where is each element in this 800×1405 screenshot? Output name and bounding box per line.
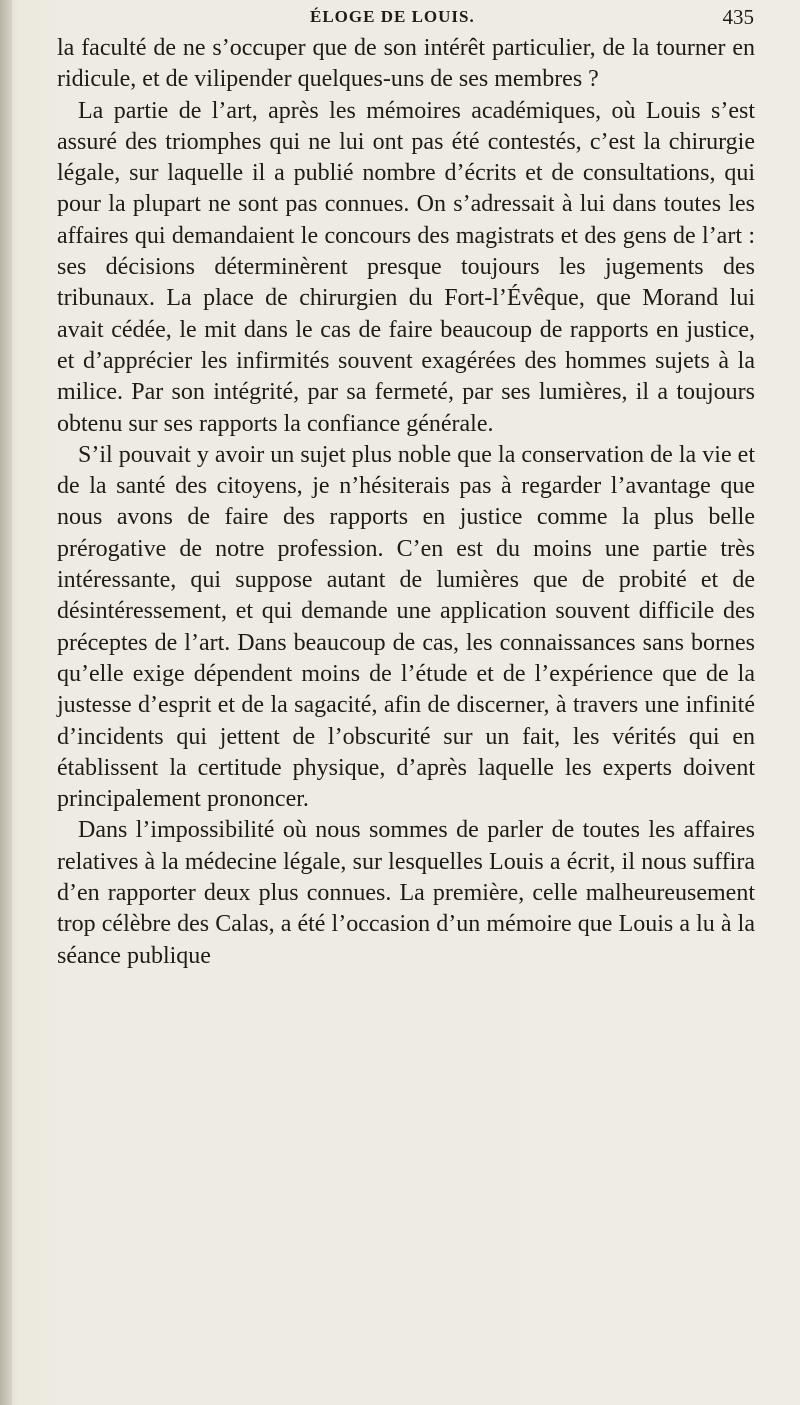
paragraph-4: Dans l’impossibilité où nous sommes de parler de toutes les affaires relatives à la médecine légale, sur lesquelles Louis a écrit, il nous suffira d’en rapporter deux plus connues. La première, celle malheureusement trop célèbre des Calas, a été l’occasion d’un mémoire que Louis a lu à la séance publique (57, 817, 755, 969)
paragraph-3: S’il pouvait y avoir un sujet plus noble que la conservation de la vie et de la santé des citoyens, je n’hésiterais pas à regarder l’avantage que nous avons de faire des rapports en justice comme la plus belle prérogative de notre profession. C’en est du moins une partie très intéressante, qui suppose autant de lumières que de probité et de désintéressement, et qui demande une application souvent difficile des préceptes de l’art. Dans beaucoup de cas, les connaissances sans bornes qu’elle exige dépendent moins de l’étude et de l’expérience que de la justesse d’esprit et de la sagacité, afin de discerner, à travers une infinité d’incidents qui jettent de l’obscurité sur un fait, les vérités qui en établissent la certitude physique, d’après laquelle les experts doivent principalement prononcer. (57, 441, 755, 813)
running-title: ÉLOGE DE LOUIS. (310, 7, 475, 26)
page-number: 435 (722, 5, 754, 29)
paragraph-2: La partie de l’art, après les mémoires académiques, où Louis s’est assuré des triomphes qui ne lui ont pas été contestés, c’est la chirurgie légale, sur laquelle il a publié nombre d’écrits et de consultations, qui pour la plupart ne sont pas connues. On s’adressait à lui dans toutes les affaires qui demandaient le concours des magistrats et des gens de l’art : ses décisions déterminèrent presque toujours les jugements des tribunaux. La place de chirurgien du Fort-l’Évêque, que Morand lui avait cédée, le mit dans le cas de faire beaucoup de rapports en justice, et d’apprécier les infirmités souvent exagérées des hommes sujets à la milice. Par son intégrité, par sa fermeté, par ses lumières, il a toujours obtenu sur ses rapports la confiance générale. (57, 97, 755, 437)
paragraph-1: la faculté de ne s’occuper que de son intérêt particulier, de la tourner en ridicule, et de vilipender quelques-uns de ses membres ? (57, 35, 755, 93)
binding-edge (0, 0, 12, 1405)
text-body (57, 33, 755, 972)
running-head (42, 5, 754, 31)
